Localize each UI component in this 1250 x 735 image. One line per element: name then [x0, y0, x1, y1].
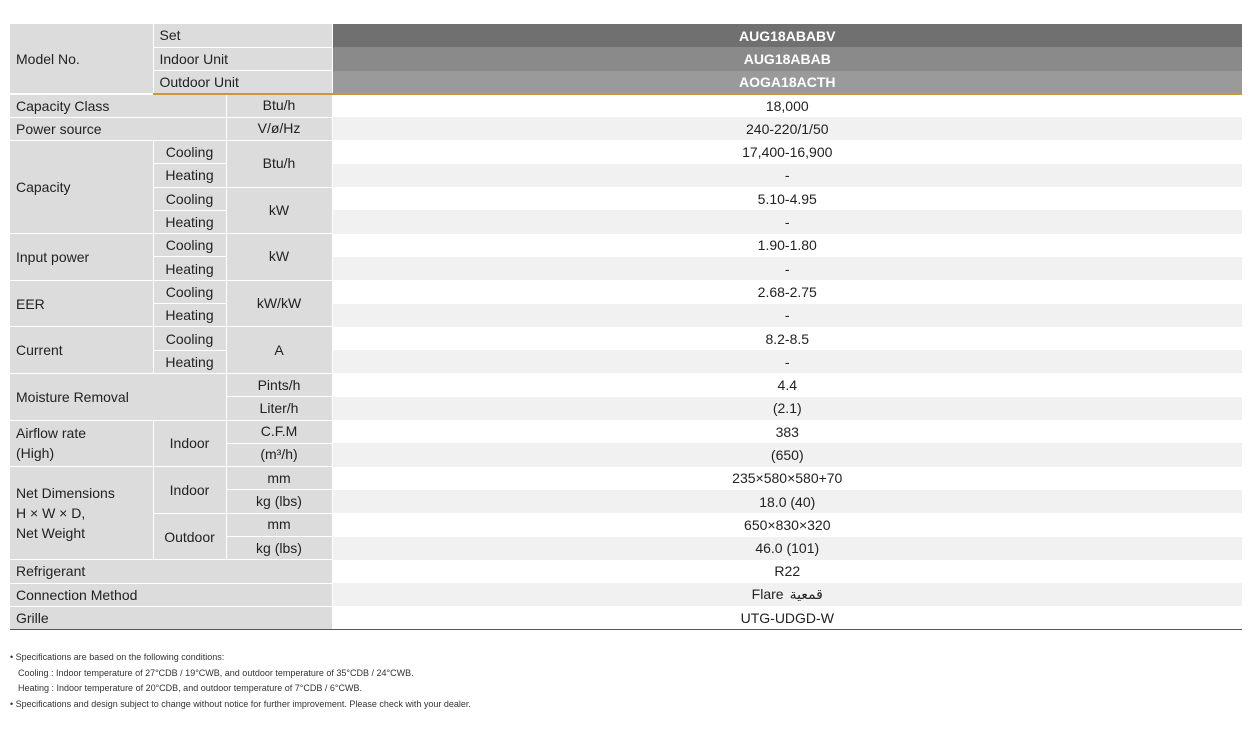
refrigerant-label: Refrigerant — [10, 560, 332, 583]
table-row — [10, 560, 1242, 583]
capacity-kw-cooling-value: 5.10-4.95 — [757, 190, 817, 207]
net-dimensions-line1: Net Dimensions — [16, 485, 115, 502]
header-row-set — [10, 24, 1242, 47]
eer-heating-value: - — [332, 304, 1242, 327]
capacity-label: Capacity — [10, 140, 153, 233]
table-row — [10, 373, 1242, 396]
table-row — [10, 467, 1242, 490]
footnote-cooling: Cooling : Indoor temperature of 27°CDB / 19°CWB, and outdoor temperature of 35°CDB / 24°CWB. — [18, 667, 414, 678]
grille-value: UTG-UDGD-W — [332, 606, 1242, 629]
airflow-label-line2: (High) — [16, 445, 55, 462]
eer-cooling-value: 2.68-2.75 — [757, 283, 817, 300]
airflow-label — [10, 420, 153, 467]
current-heating-label: Heating — [153, 350, 226, 373]
table-row — [10, 583, 1242, 606]
indoor-unit-value: AUG18ABAB — [332, 47, 1242, 70]
airflow-value-cfm: 383 — [775, 423, 799, 440]
airflow-value-m3h: (650) — [332, 443, 1242, 466]
eer-heating-label: Heating — [153, 304, 226, 327]
net-dimensions-line3: Net Weight — [16, 525, 85, 542]
input-power-label: Input power — [10, 234, 153, 281]
capacity-btu-unit: Btu/h — [226, 140, 332, 187]
capacity-btu-cooling-value: 17,400-16,900 — [742, 144, 833, 161]
power-source-value: 240-220/1/50 — [332, 117, 1242, 140]
moisture-value-pints: 4.4 — [777, 377, 797, 394]
dimensions-indoor-label: Indoor — [153, 467, 226, 514]
eer-unit: kW/kW — [226, 280, 332, 327]
table-row — [10, 327, 1242, 350]
table-row — [10, 140, 1242, 163]
current-heating-value: - — [332, 350, 1242, 373]
net-dimensions-label — [10, 467, 153, 560]
table-row — [10, 187, 1242, 210]
dimensions-outdoor-label: Outdoor — [153, 513, 226, 560]
table-row — [10, 94, 1242, 117]
current-cooling-value: 8.2-8.5 — [765, 330, 810, 347]
capacity-cooling-label: Cooling — [153, 187, 226, 210]
current-unit: A — [226, 327, 332, 374]
table-row — [10, 280, 1242, 303]
airflow-unit-m3h: (m³/h) — [226, 443, 332, 466]
capacity-heating-label: Heating — [153, 210, 226, 233]
capacity-cooling-label: Cooling — [153, 140, 226, 163]
header-row-indoor — [10, 47, 1242, 70]
table-row — [10, 350, 1242, 373]
dimensions-indoor-kg-value: 18.0 (40) — [332, 490, 1242, 513]
indoor-unit-label: Indoor Unit — [153, 47, 332, 70]
footnote-disclaimer: • Specifications and design subject to change without notice for further improvement. Please check with your dealer. — [10, 698, 471, 709]
capacity-class-unit: Btu/h — [226, 94, 332, 117]
set-label: Set — [153, 24, 332, 47]
capacity-class-value: 18,000 — [765, 98, 809, 115]
current-cooling-label: Cooling — [153, 327, 226, 350]
input-power-heating-value: - — [332, 257, 1242, 280]
input-power-unit: kW — [226, 234, 332, 281]
footnote-heating: Heating : Indoor temperature of 20°CDB, and outdoor temperature of 7°CDB / 6°CWB. — [18, 683, 362, 693]
footnote-conditions: • Specifications are based on the following conditions: — [10, 652, 225, 662]
table-row — [10, 210, 1242, 233]
set-value: AUG18ABABV — [332, 24, 1242, 47]
capacity-heating-label: Heating — [153, 164, 226, 187]
input-power-cooling-value: 1.90-1.80 — [757, 237, 817, 254]
table-row — [10, 234, 1242, 257]
dimensions-outdoor-mm-value: 650×830×320 — [744, 516, 831, 533]
current-label: Current — [10, 327, 153, 374]
capacity-kw-heating-value: - — [332, 210, 1242, 233]
airflow-indoor-label: Indoor — [153, 420, 226, 467]
airflow-label-line1: Airflow rate — [16, 425, 87, 442]
moisture-value-liter: (2.1) — [332, 397, 1242, 420]
net-dimensions-line2: H × W × D, — [16, 505, 86, 522]
grille-label: Grille — [10, 606, 332, 629]
dimensions-indoor-unit-mm: mm — [226, 467, 332, 490]
input-power-cooling-label: Cooling — [153, 234, 226, 257]
table-row — [10, 513, 1242, 536]
dimensions-outdoor-kg-value: 46.0 (101) — [332, 537, 1242, 560]
connection-method-value-arabic: قمعية — [789, 586, 823, 603]
power-source-label: Power source — [10, 117, 226, 140]
dimensions-outdoor-unit-kg: kg (lbs) — [226, 537, 332, 560]
dimensions-outdoor-unit-mm: mm — [226, 513, 332, 536]
table-row — [10, 304, 1242, 327]
moisture-removal-label: Moisture Removal — [10, 373, 226, 420]
table-row — [10, 164, 1242, 187]
dimensions-indoor-unit-kg: kg (lbs) — [226, 490, 332, 513]
moisture-unit-pints: Pints/h — [226, 373, 332, 396]
header-row-outdoor — [10, 71, 1242, 94]
footnotes — [10, 650, 471, 712]
refrigerant-value: R22 — [774, 563, 801, 580]
moisture-unit-liter: Liter/h — [226, 397, 332, 420]
table-row — [10, 257, 1242, 280]
model-no-label: Model No. — [10, 24, 153, 94]
outdoor-unit-value: AOGA18ACTH — [332, 71, 1242, 94]
capacity-btu-heating-value: - — [332, 164, 1242, 187]
capacity-class-label: Capacity Class — [10, 94, 226, 117]
table-row — [10, 117, 1242, 140]
connection-method-value-cell — [332, 583, 1242, 606]
dimensions-indoor-mm-value: 235×580×580+70 — [732, 470, 843, 487]
connection-method-value: Flare — [751, 586, 784, 603]
connection-method-label: Connection Method — [10, 583, 332, 606]
table-row — [10, 420, 1242, 443]
table-row — [10, 606, 1242, 629]
input-power-heating-label: Heating — [153, 257, 226, 280]
outdoor-unit-label: Outdoor Unit — [153, 71, 332, 94]
airflow-unit-cfm: C.F.M — [226, 420, 332, 443]
capacity-kw-unit: kW — [226, 187, 332, 234]
eer-cooling-label: Cooling — [153, 280, 226, 303]
eer-label: EER — [10, 280, 153, 327]
power-source-unit: V/ø/Hz — [226, 117, 332, 140]
spec-table — [10, 24, 1242, 630]
